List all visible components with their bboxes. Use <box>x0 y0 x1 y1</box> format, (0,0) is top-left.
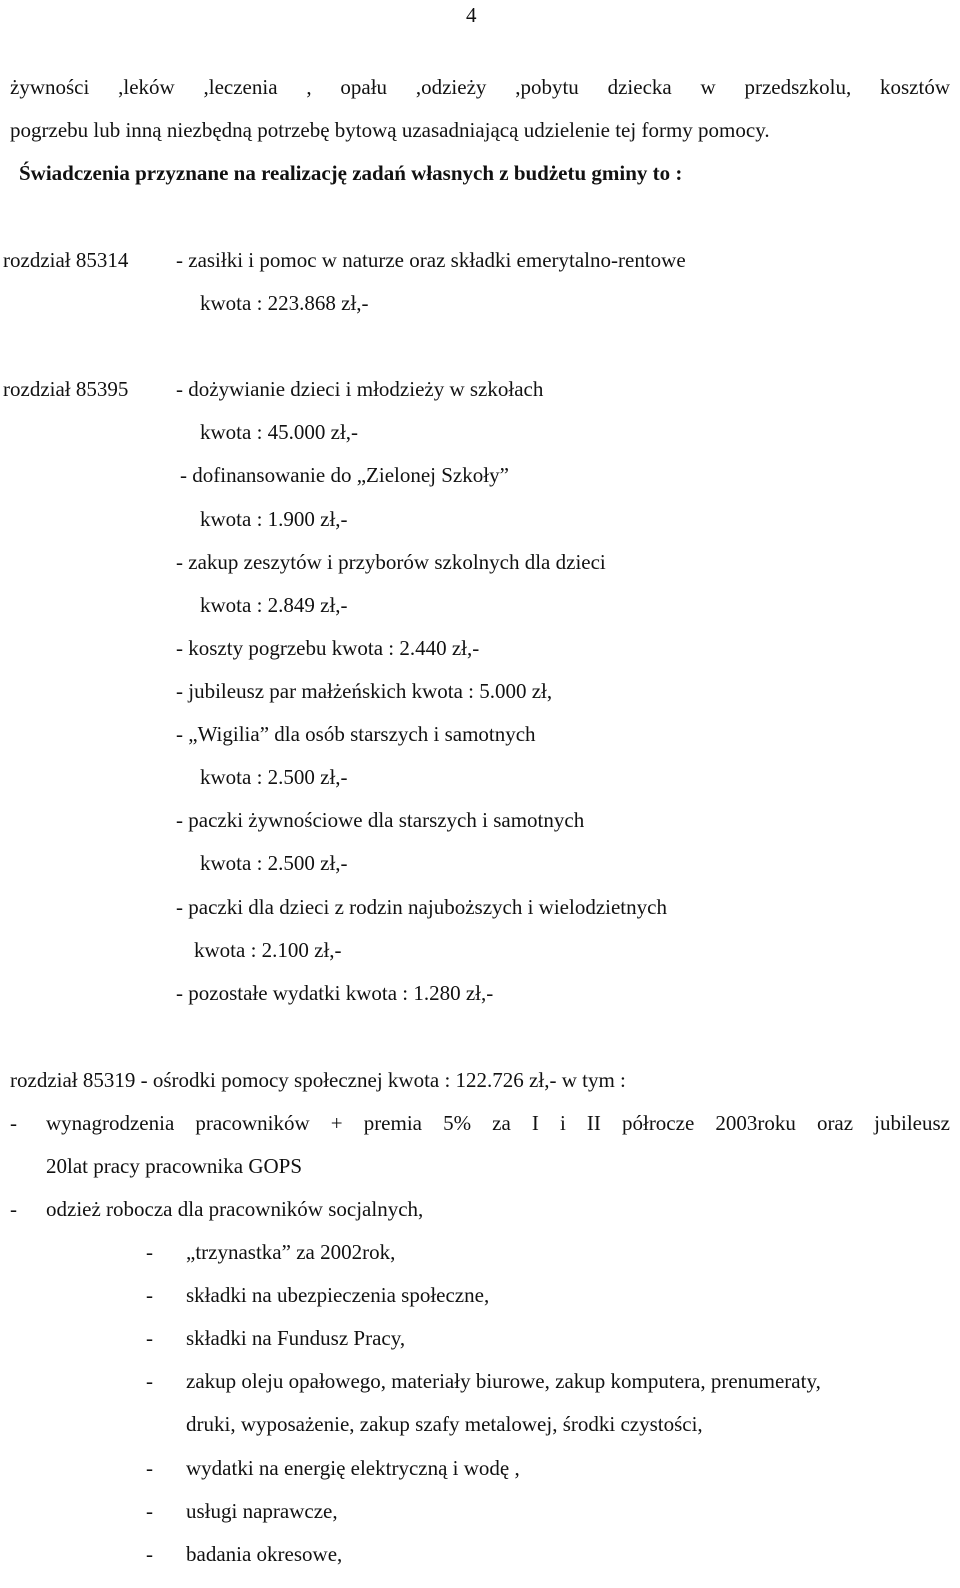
sub-bullet-item: składki na ubezpieczenia społeczne, <box>186 1283 490 1307</box>
section-85395-item-5: - jubileusz par małżeńskich kwota : 5.000 zł, <box>176 679 553 703</box>
section-85395-amount-8: kwota : 2.100 zł,- <box>194 938 342 962</box>
bullet-wages-line-1: wynagrodzenia pracowników + premia 5% za I i II półrocze 2003roku oraz jubileusz <box>46 1111 950 1135</box>
section-85395-item-7: - paczki żywnościowe dla starszych i samotnych <box>176 808 585 832</box>
bullet-dash: - <box>10 1111 17 1135</box>
section-85319-heading: rozdział 85319 - ośrodki pomocy społecznej kwota : 122.726 zł,- w tym : <box>10 1068 626 1092</box>
section-85395-amount-2: kwota : 1.900 zł,- <box>200 507 348 531</box>
section-85395-item-1: - dożywianie dzieci i młodzieży w szkołach <box>176 377 544 401</box>
sub-bullet-item: „trzynastka” za 2002rok, <box>186 1240 396 1264</box>
intro-line-2: pogrzebu lub inną niezbędną potrzebę bytową uzasadniającą udzielenie tej formy pomocy. <box>10 118 770 142</box>
section-85395-amount-3: kwota : 2.849 zł,- <box>200 593 348 617</box>
bullet-workwear: odzież robocza dla pracowników socjalnych, <box>46 1197 424 1221</box>
sub-bullet-item: badania okresowe, <box>186 1542 343 1566</box>
sub-bullet-dash: - <box>146 1542 153 1566</box>
sub-bullet-dash: - <box>146 1283 153 1307</box>
intro-heading: Świadczenia przyznane na realizację zadań własnych z budżetu gminy to : <box>19 161 683 185</box>
section-85314-label: rozdział 85314 <box>3 248 129 272</box>
section-85395-amount-1: kwota : 45.000 zł,- <box>200 420 359 444</box>
section-85395-item-3: - zakup zeszytów i przyborów szkolnych dla dzieci <box>176 550 606 574</box>
section-85395-item-4: - koszty pogrzebu kwota : 2.440 zł,- <box>176 636 480 660</box>
sub-bullet-item: wydatki na energię elektryczną i wodę , <box>186 1456 520 1480</box>
intro-line-1: żywności ,leków ,leczenia , opału ,odzieży ,pobytu dziecka w przedszkolu, kosztów <box>10 75 950 99</box>
section-85395-label: rozdział 85395 <box>3 377 129 401</box>
sub-bullet-dash: - <box>146 1456 153 1480</box>
section-85395-item-6: - „Wigilia” dla osób starszych i samotnych <box>176 722 536 746</box>
section-85314-amount: kwota : 223.868 zł,- <box>200 291 369 315</box>
sub-bullet-item-continuation: druki, wyposażenie, zakup szafy metalowej, środki czystości, <box>186 1412 703 1436</box>
sub-bullet-dash: - <box>146 1240 153 1264</box>
section-85395-amount-6: kwota : 2.500 zł,- <box>200 765 348 789</box>
sub-bullet-item: usługi naprawcze, <box>186 1499 338 1523</box>
sub-bullet-item: zakup oleju opałowego, materiały biurowe, zakup komputera, prenumeraty, <box>186 1369 821 1393</box>
sub-bullet-dash: - <box>146 1326 153 1350</box>
page-number: 4 <box>466 3 477 27</box>
bullet-dash: - <box>10 1197 17 1221</box>
section-85395-item-8: - paczki dla dzieci z rodzin najuboższych i wielodzietnych <box>176 895 667 919</box>
section-85395-item-2: - dofinansowanie do „Zielonej Szkoły” <box>180 463 509 487</box>
section-85395-item-9: - pozostałe wydatki kwota : 1.280 zł,- <box>176 981 494 1005</box>
section-85395-amount-7: kwota : 2.500 zł,- <box>200 851 348 875</box>
sub-bullet-dash: - <box>146 1369 153 1393</box>
bullet-wages-line-2: 20lat pracy pracownika GOPS <box>46 1154 303 1178</box>
sub-bullet-item: składki na Fundusz Pracy, <box>186 1326 406 1350</box>
section-85314-item: - zasiłki i pomoc w naturze oraz składki emerytalno-rentowe <box>176 248 686 272</box>
sub-bullet-dash: - <box>146 1499 153 1523</box>
